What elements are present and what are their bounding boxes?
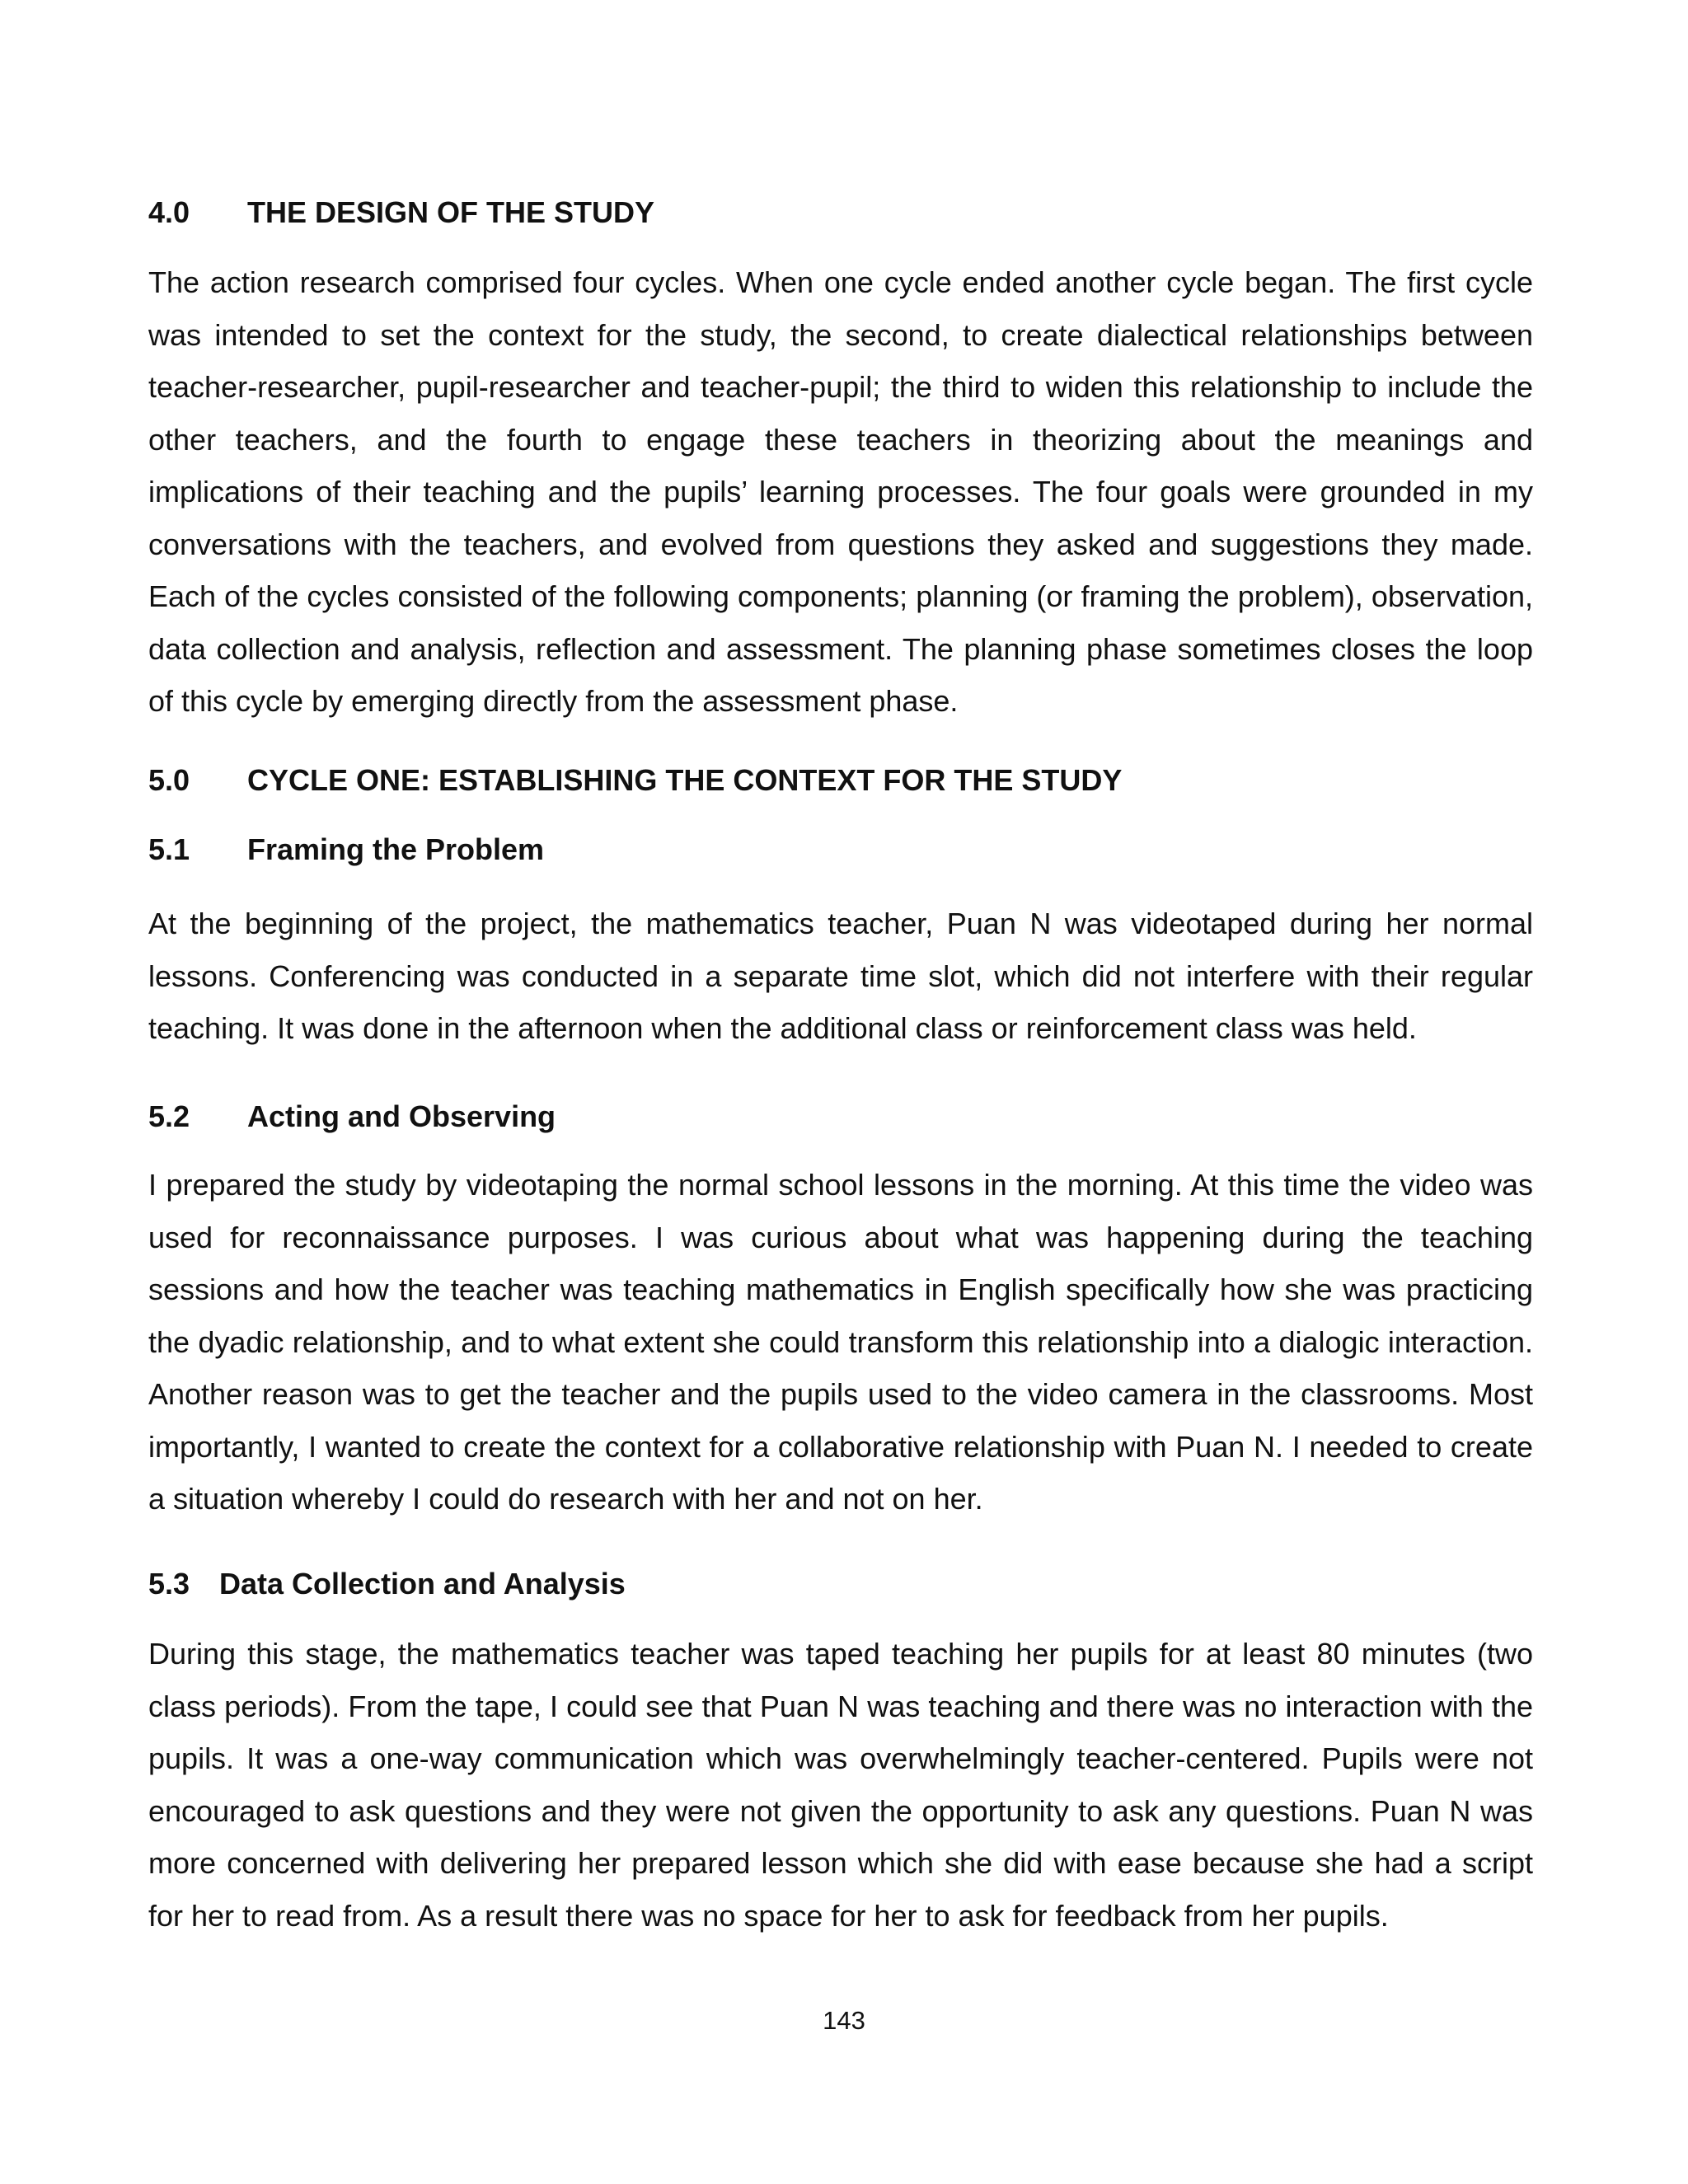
section-number: 4.0 <box>148 195 190 229</box>
section-heading-5-3 <box>148 1566 626 1602</box>
section-5-2-paragraph: I prepared the study by videotaping the normal school lessons in the morning. At this time the video was used for reconnaissance purposes. I was curious about what was happening during the teaching sessions and how the teacher was teaching mathematics in English specifically how she was practicing the dyadic relationship, and to what extent she could transform this relationship into a dialogic interaction. Another reason was to get the teacher and the pupils used to the video camera in the classrooms. Most importantly, I wanted to create the context for a collaborative relationship with Puan N. I needed to create a situation whereby I could do research with her and not on her. <box>148 1168 1533 1516</box>
section-title: Framing the Problem <box>247 832 545 866</box>
section-4-0-paragraph: The action research comprised four cycles. When one cycle ended another cycle began. The first cycle was intended to set the context for the study, the second, to create dialectical relationships between teacher-researcher, pupil-researcher and teacher-pupil; the third to widen this relationship to include the other teachers, and the fourth to engage these teachers in theorizing about the meanings and implications of their teaching and the pupils’ learning processes. The four goals were grounded in my conversations with the teachers, and evolved from questions they asked and suggestions they made. Each of the cycles consisted of the following components; planning (or framing the problem), observation, data collection and analysis, reflection and assessment. The planning phase sometimes closes the loop of this cycle by emerging directly from the assessment phase. <box>148 265 1533 718</box>
section-heading-5-1 <box>148 832 544 868</box>
section-number: 5.0 <box>148 763 190 797</box>
section-number: 5.3 <box>148 1567 190 1601</box>
section-heading-5-2 <box>148 1099 556 1135</box>
section-heading-4-0 <box>148 194 654 231</box>
section-title: Acting and Observing <box>247 1099 556 1133</box>
section-number: 5.1 <box>148 832 190 866</box>
page-number: 143 <box>823 2006 865 2035</box>
section-title: THE DESIGN OF THE STUDY <box>247 195 655 229</box>
section-title: Data Collection and Analysis <box>219 1567 626 1601</box>
section-title: CYCLE ONE: ESTABLISHING THE CONTEXT FOR THE STUDY <box>247 763 1123 797</box>
section-heading-5-0 <box>148 762 1122 799</box>
section-5-1-paragraph: At the beginning of the project, the mathematics teacher, Puan N was videotaped during her normal lessons. Conferencing was conducted in a separate time slot, which did not interfere with their regular teaching. It was done in the afternoon when the additional class or reinforcement class was held. <box>148 907 1533 1045</box>
section-5-3-paragraph: During this stage, the mathematics teacher was taped teaching her pupils for at least 80 minutes (two class periods). From the tape, I could see that Puan N was teaching and there was no interaction with the pupils. It was a one-way communication which was overwhelmingly teacher-centered. Pupils were not encouraged to ask questions and they were not given the opportunity to ask any questions. Puan N was more concerned with delivering her prepared lesson which she did with ease because she had a script for her to read from. As a result there was no space for her to ask for feedback from her pupils. <box>148 1637 1533 1933</box>
section-number: 5.2 <box>148 1099 190 1133</box>
